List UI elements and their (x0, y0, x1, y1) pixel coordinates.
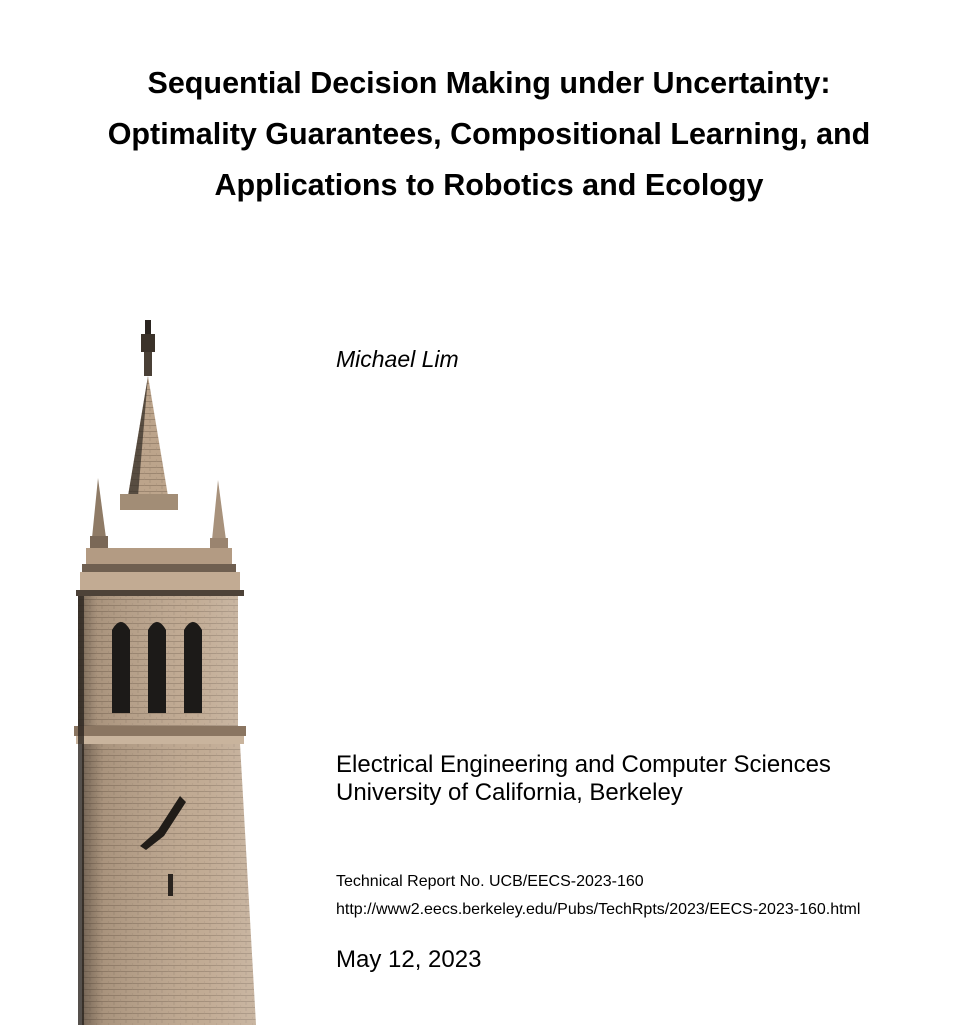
author-name: Michael Lim (336, 346, 459, 372)
report-title (0, 58, 978, 211)
department-line-2: University of California, Berkeley (336, 779, 683, 806)
report-number: Technical Report No. UCB/EECS-2023-160 (336, 873, 644, 890)
report-info (336, 868, 860, 924)
campanile-tower-image (60, 318, 260, 1025)
department-affiliation (336, 751, 831, 807)
title-line-1: Sequential Decision Making under Uncertainty: (147, 66, 831, 100)
report-url[interactable]: http://www2.eecs.berkeley.edu/Pubs/TechRpts/2023/EECS-2023-160.html (336, 901, 861, 918)
report-date: May 12, 2023 (336, 946, 482, 973)
department-line-1: Electrical Engineering and Computer Sciences (336, 751, 831, 778)
title-line-2: Optimality Guarantees, Compositional Learning, and (107, 117, 871, 151)
title-line-3: Applications to Robotics and Ecology (214, 168, 764, 202)
